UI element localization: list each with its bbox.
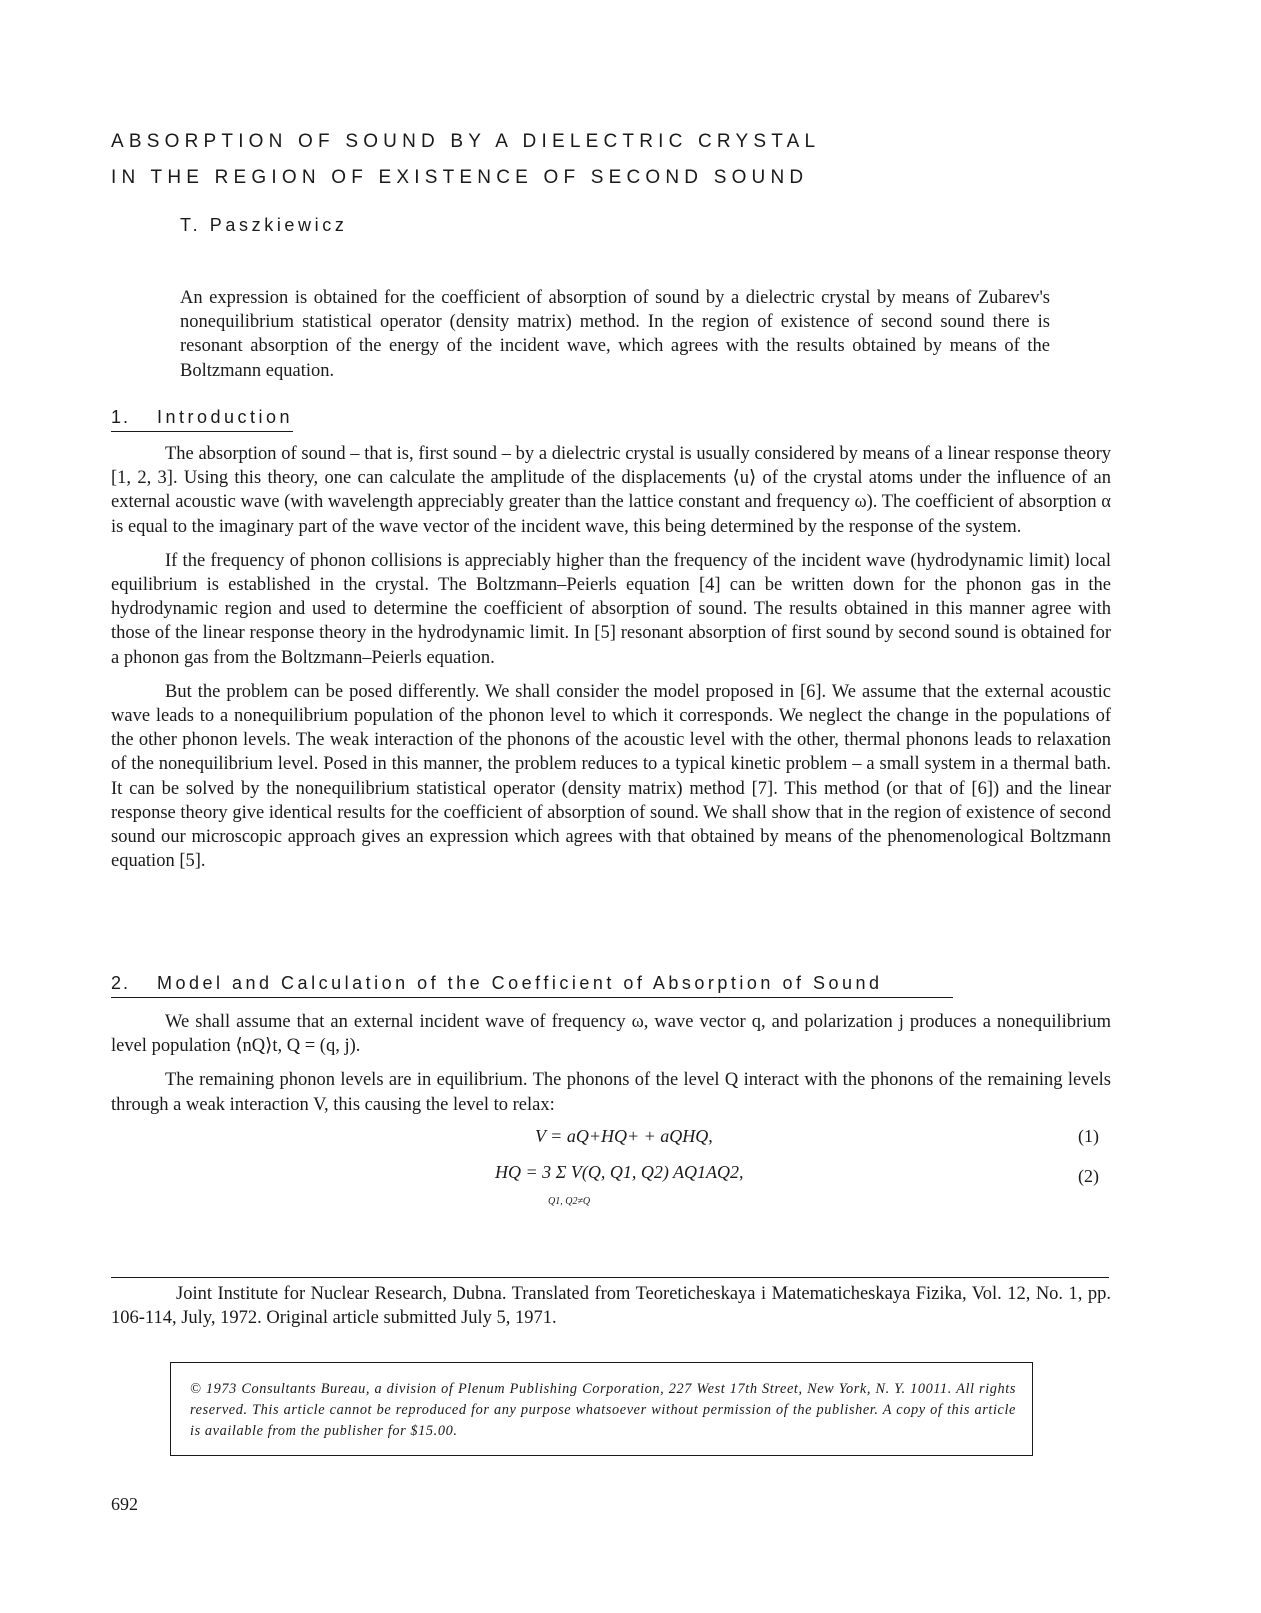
article-title-line-2: IN THE REGION OF EXISTENCE OF SECOND SOUND [111,167,809,188]
paragraph: If the frequency of phonon collisions is appreciably higher than the frequency of the incident wave (hydrodynamic limit) local equilibrium is established in the crystal. The Boltzmann–Peierls equation [4] can be written down for the phonon gas in the hydrodynamic region and used to determine the coefficient of absorption of sound. The results obtained in this manner agree with those of the linear response theory in the hydrodynamic limit. In [5] resonant absorption of first sound by second sound is obtained for a phonon gas from the Boltzmann–Peierls equation. [111,550,1111,668]
equation-2: HQ = 3 Σ V(Q, Q1, Q2) AQ1AQ2, [495,1162,744,1182]
equation-2-sum-subscript: Q1, Q2≠Q [548,1196,591,1207]
paragraph: The remaining phonon levels are in equilibrium. The phonons of the level Q interact with the phonons of the remaining levels through a weak interaction V, this causing the level to relax: [111,1070,1111,1115]
page-number: 692 [111,1494,138,1514]
article-title-line-1: ABSORPTION OF SOUND BY A DIELECTRIC CRYSTAL [111,131,821,152]
author-name: T. Paszkiewicz [180,215,348,235]
section-2-underline [111,997,953,998]
paragraph: The absorption of sound – that is, first sound – by a dielectric crystal is usually considered by means of a linear response theory [1, 2, 3]. Using this theory, one can calculate the amplitude of the displacements ⟨u⟩ of the crystal atoms under the influence of an external acoustic wave (with wavelength appreciably greater than the lattice constant and frequency ω). The coefficient of absorption α is equal to the imaginary part of the wave vector of the incident wave, this being determined by the response of the system. [111,444,1111,537]
section-1-title: Introduction [157,407,294,427]
section-1-heading [111,407,293,432]
footnote: Joint Institute for Nuclear Research, Dubna. Translated from Teoreticheskaya i Matematicheskaya Fizika, Vol. 12, No. 1, pp. 106-114, July, 1972. Original article submitted July 5, 1971. [111,1284,1111,1329]
abstract: An expression is obtained for the coefficient of absorption of sound by a dielectric crystal by means of Zubarev's nonequilibrium statistical operator (density matrix) method. In the region of existence of second sound there is resonant absorption of the energy of the incident wave, which agrees with the results obtained by means of the Boltzmann equation. [180,288,1050,381]
footnote-divider [111,1277,1109,1278]
section-2-body [111,1010,1111,1127]
paragraph: We shall assume that an external incident wave of frequency ω, wave vector q, and polarization j produces a nonequilibrium level population ⟨nQ⟩t, Q = (q, j). [111,1012,1111,1057]
copyright-notice: © 1973 Consultants Bureau, a division of Plenum Publishing Corporation, 227 West 17th Street, New York, N. Y. 10011. All rights reserved. This article cannot be reproduced for any purpose whatsoever without permission of the publisher. A copy of this article is available from the publisher for $15.00. [190,1381,1016,1439]
section-2-title: Model and Calculation of the Coefficient of Absorption of Sound [157,973,883,993]
section-2-heading [111,973,883,997]
equation-1-number: (1) [1078,1126,1099,1146]
section-2-number: 2. [111,973,131,993]
equation-1: V = aQ+HQ+ + aQHQ, [535,1126,713,1146]
section-1-number: 1. [111,407,131,427]
paragraph: But the problem can be posed differently. We shall consider the model proposed in [6]. We assume that the external acoustic wave leads to a nonequilibrium population of the phonon level to which it corresponds. We neglect the change in the populations of the other phonon levels. The weak interaction of the phonons of the acoustic level with the other, thermal phonons leads to relaxation of the nonequilibrium level. Posed in this manner, the problem reduces to a typical kinetic problem – a small system in a thermal bath. It can be solved by the nonequilibrium statistical operator (density matrix) method [7]. This method (or that of [6]) and the linear response theory give identical results for the coefficient of absorption of sound. We shall show that in the region of existence of second sound our microscopic approach gives an expression which agrees with that obtained by means of the phenomenological Boltzmann equation [5]. [111,681,1111,872]
equation-2-number: (2) [1078,1166,1099,1186]
section-1-body [111,442,1111,883]
